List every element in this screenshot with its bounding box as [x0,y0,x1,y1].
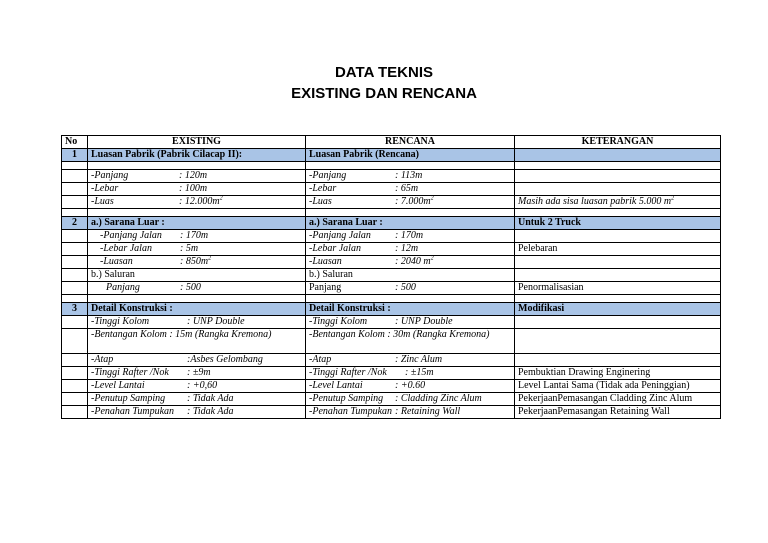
superscript: 2 [208,255,212,262]
keterangan-cell [515,183,721,196]
rencana-value: : 65m [395,183,419,194]
existing-key: -Lebar Jalan [100,243,152,254]
keterangan-cell [515,170,721,183]
rencana-key: -Lebar Jalan [309,243,361,254]
rencana-key: -Penahan Tumpukan [309,406,393,417]
superscript: 2 [219,195,223,202]
table-row [62,243,721,256]
rencana-cell: b.) Saluran [306,269,515,282]
existing-key: -Luas [91,196,114,207]
existing-key: -Luasan [100,256,133,267]
table-header-row [62,136,721,149]
keterangan-cell [515,354,721,367]
keterangan-cell: Pelebaran [515,243,721,256]
rencana-value: : 7.000m [395,196,431,207]
header-rencana: RENCANA [306,136,515,149]
keterangan-cell: Masih ada sisa luasan pabrik 5.000 m [518,196,672,207]
section-existing: Detail Konstruksi : [88,303,306,316]
existing-value: : 5m [180,243,199,254]
keterangan-cell [515,329,721,354]
rencana-key: -Level Lantai [309,380,363,391]
section-keterangan [515,149,721,162]
header-keterangan: KETERANGAN [515,136,721,149]
keterangan-cell [515,230,721,243]
table-row [62,354,721,367]
existing-key: -Lebar [91,183,119,194]
rencana-key: -Luas [309,196,332,207]
header-no: No [62,136,88,149]
keterangan-cell: Pembuktian Drawing Enginering [515,367,721,380]
section-rencana: Luasan Pabrik (Rencana) [306,149,515,162]
header-existing: EXISTING [88,136,306,149]
rencana-key: -Penutup Samping [309,393,384,404]
keterangan-cell [515,316,721,329]
superscript: 2 [671,195,675,202]
existing-value: : +0,60 [187,380,218,391]
section-row [62,217,721,230]
existing-value: : Tidak Ada [187,406,234,417]
rencana-value: : 12m [395,243,419,254]
existing-key: -Atap [91,354,114,365]
rencana-value: : Retaining Wall [395,406,461,417]
table-row [62,170,721,183]
section-row [62,303,721,316]
existing-key: -Penahan Tumpukan [91,406,175,417]
spacer-row [62,162,721,170]
keterangan-cell: PekerjaanPemasangan Cladding Zinc Alum [515,393,721,406]
table-row [62,380,721,393]
existing-cell: b.) Saluran [88,269,306,282]
rencana-key: -Panjang [309,170,347,181]
keterangan-cell [515,269,721,282]
superscript: 2 [430,255,434,262]
existing-value: :Asbes Gelombang [187,354,263,365]
spacer-row [62,295,721,303]
table-row [62,316,721,329]
keterangan-cell: Penormalisasian [515,282,721,295]
section-number: 3 [62,303,88,316]
existing-value: : 12.000m [179,196,220,207]
table-row [62,282,721,295]
table-row [62,406,721,419]
section-keterangan: Modifikasi [515,303,721,316]
rencana-key: -Tinggi Rafter /Nok [309,367,387,378]
rencana-value: : UNP Double [395,316,453,327]
rencana-key: Panjang [309,282,342,293]
existing-cell: -Bentangan Kolom : 15m (Rangka Kremona) [88,329,306,354]
existing-key: -Panjang Jalan [100,230,162,241]
section-existing: a.) Sarana Luar : [88,217,306,230]
rencana-value: : 500 [395,282,416,293]
existing-value: : 850m [180,256,209,267]
rencana-key: -Panjang Jalan [309,230,371,241]
table-row [62,367,721,380]
existing-key: -Penutup Samping [91,393,166,404]
existing-value: : 120m [179,170,208,181]
rencana-value: : Cladding Zinc Alum [395,393,482,404]
existing-value: : Tidak Ada [187,393,234,404]
table-row [62,256,721,269]
existing-value: : ±9m [187,367,211,378]
superscript: 2 [430,195,434,202]
document-subtitle: EXISTING DAN RENCANA [291,85,477,102]
existing-value: : 170m [180,230,209,241]
rencana-key: -Atap [309,354,332,365]
rencana-key: -Tinggi Kolom [309,316,368,327]
document-title: DATA TEKNIS [334,64,434,81]
spacer-row [62,209,721,217]
data-teknis-table [61,135,721,419]
rencana-value: : 113m [395,170,423,181]
existing-key: -Panjang [91,170,129,181]
existing-key: -Tinggi Kolom [91,316,150,327]
table-row [62,230,721,243]
section-number: 2 [62,217,88,230]
existing-value: : UNP Double [187,316,245,327]
table-row [62,269,721,282]
section-keterangan: Untuk 2 Truck [515,217,721,230]
rencana-cell: -Bentangan Kolom : 30m (Rangka Kremona) [306,329,515,354]
section-rencana: Detail Konstruksi : [306,303,515,316]
table-row [62,329,721,354]
existing-key: Panjang [106,282,140,293]
rencana-key: -Lebar [309,183,337,194]
section-row [62,149,721,162]
keterangan-cell: PekerjaanPemasangan Retaining Wall [515,406,721,419]
rencana-value: : ±15m [405,367,434,378]
section-number: 1 [62,149,88,162]
rencana-value: : +0.60 [395,380,426,391]
rencana-value: : Zinc Alum [395,354,443,365]
table-row [62,196,721,209]
rencana-value: : 2040 m [395,256,431,267]
existing-value: : 100m [179,183,208,194]
section-rencana: a.) Sarana Luar : [306,217,515,230]
rencana-value: : 170m [395,230,424,241]
table-row [62,183,721,196]
table-row [62,393,721,406]
existing-key: -Tinggi Rafter /Nok [91,367,169,378]
rencana-key: -Luasan [309,256,342,267]
existing-value: : 500 [180,282,201,293]
keterangan-cell [515,256,721,269]
section-existing: Luasan Pabrik (Pabrik Cilacap II): [88,149,306,162]
keterangan-cell: Level Lantai Sama (Tidak ada Peninggian) [515,380,721,393]
existing-key: -Level Lantai [91,380,145,391]
